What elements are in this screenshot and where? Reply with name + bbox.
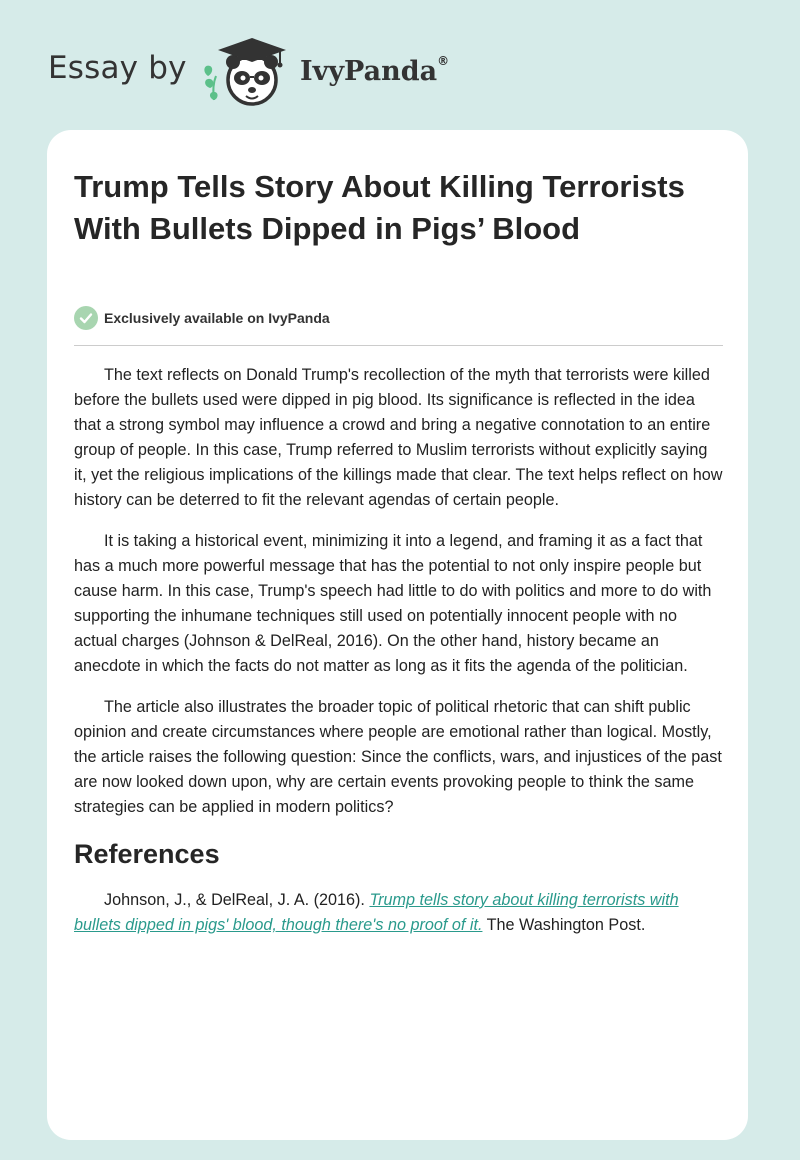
exclusive-badge-label: Exclusively available on IvyPanda (104, 310, 330, 326)
divider (74, 345, 723, 346)
paragraph-1: The text reflects on Donald Trump's recollection of the myth that terrorists were killed before the bullets used were dipped in pig blood. Its significance is reflected in the idea that a strong symbol may influence a crowd and bring a negative connotation to an entire group of people. In this case, Trump referred to Muslim terrorists without explicitly saying it, yet the religious implications of the killings made that clear. The text helps reflect on how history can be deterred to fit the relevant agendas of certain people. (74, 366, 723, 509)
paragraph-3: The article also illustrates the broader topic of political rhetoric that can shift public opinion and create circumstances where people are emotional rather than logical. Mostly, the article raises the following question: Since the conflicts, wars, and injustices of the past are now looked down upon, why are certain events provoking people to think the same strategies can be applied in modern politics? (74, 698, 722, 816)
reference-source: The Washington Post. (482, 916, 646, 934)
reference-link[interactable]: Trump tells story about killing terrorists with bullets dipped in pigs' blood, though there's no proof of it. (74, 891, 679, 934)
essay-by-label: Essay by (48, 50, 187, 86)
exclusive-badge (74, 306, 330, 330)
essay-body (74, 363, 724, 954)
paragraph-2: It is taking a historical event, minimizing it into a legend, and framing it as a fact that has a much more powerful message that has the potential to not only inspire people but cause harm. In this case, Trump's speech had little to do with politics and more to do with supporting the inhumane techniques still used on potentially innocent people with no actual charges (Johnson & DelReal, 2016). On the other hand, history became an anecdote in which the facts do not matter as long as it fits the agenda of the politician. (74, 532, 712, 675)
site-header (48, 36, 548, 108)
page-title: Trump Tells Story About Killing Terrorists With Bullets Dipped in Pigs’ Blood (74, 169, 685, 246)
check-icon (74, 306, 98, 330)
panda-logo-icon[interactable] (200, 36, 296, 108)
reference-entry (74, 888, 724, 938)
registered-mark: ® (437, 54, 450, 68)
essay-card (47, 130, 748, 1140)
reference-authors: Johnson, J., & DelReal, J. A. (2016). (104, 891, 370, 909)
references-heading: References (74, 839, 220, 869)
brand-name[interactable]: IvyPanda® (300, 54, 450, 87)
